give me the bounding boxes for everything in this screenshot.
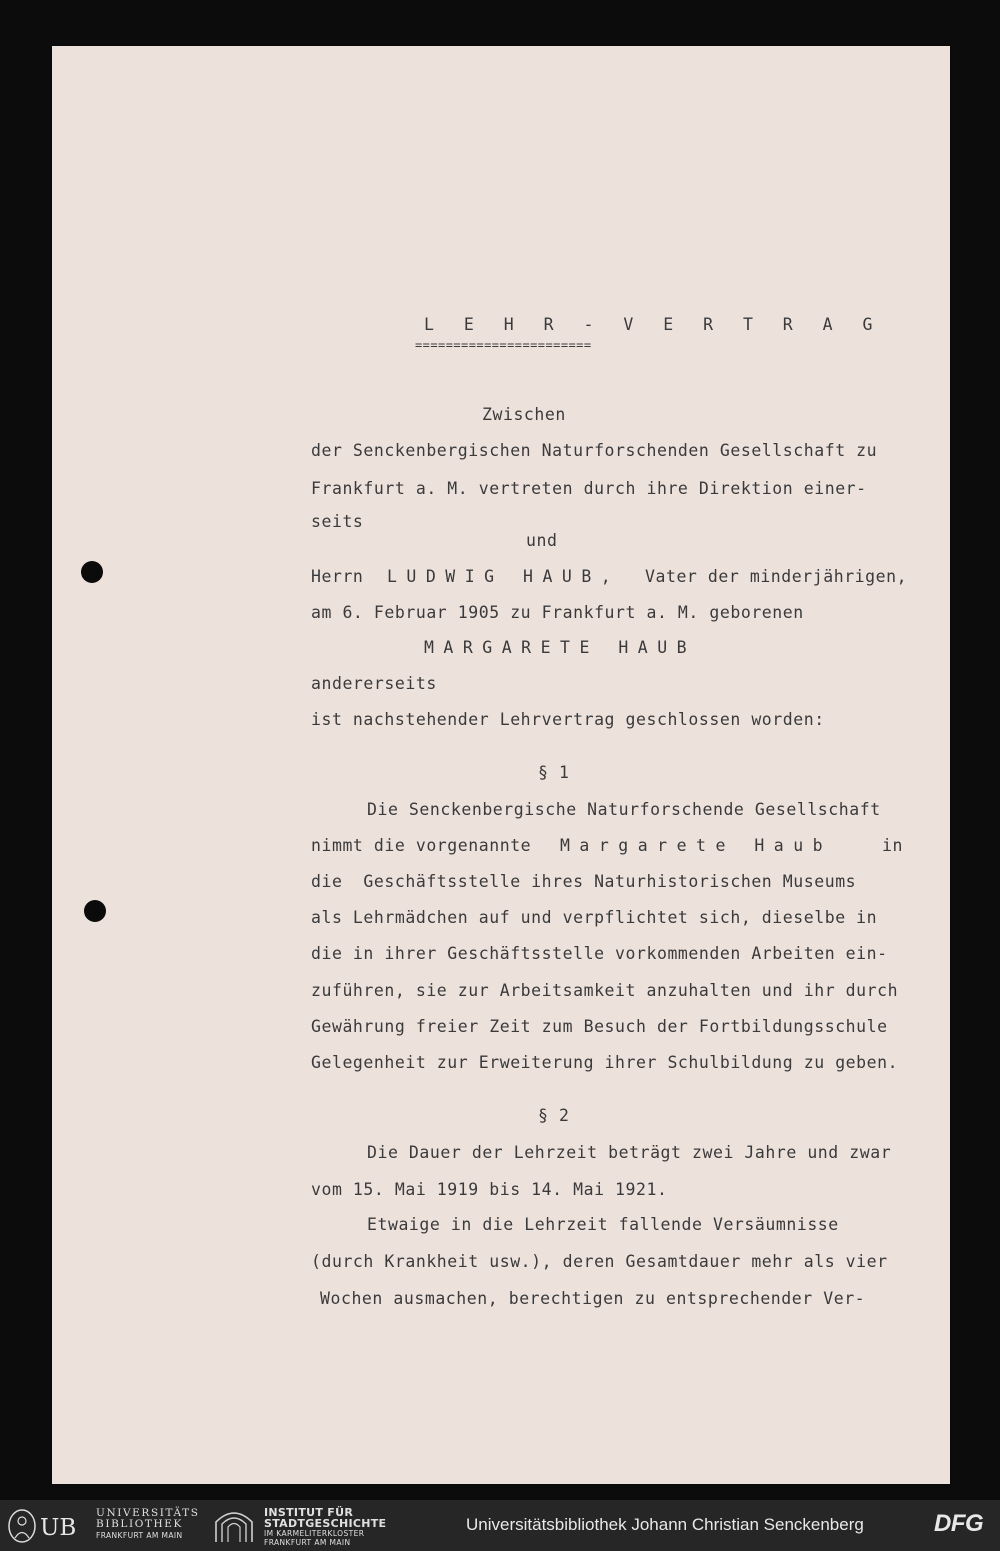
- ub-wordmark: [96, 1508, 200, 1541]
- section1-line7: Gewährung freier Zeit zum Besuch der Fortbildungsschule: [311, 1017, 888, 1036]
- section2-line5: Wochen ausmachen, berechtigen zu entsprechender Ver-: [320, 1289, 866, 1308]
- intro-und: und: [526, 531, 558, 550]
- ub-logo-letters: UB: [40, 1515, 77, 1541]
- section1-line2-post: in: [882, 836, 903, 855]
- section2-line2: vom 15. Mai 1919 bis 14. Mai 1921.: [311, 1180, 668, 1199]
- section1-line8: Gelegenheit zur Erweiterung ihrer Schulbildung zu geben.: [311, 1053, 899, 1072]
- dfg-logo-icon: DFG: [934, 1510, 984, 1537]
- isg-line1: INSTITUT FÜR: [264, 1506, 354, 1519]
- section1-heading: § 1: [538, 763, 570, 782]
- intro-party1-line1: der Senckenbergischen Naturforschenden Gesellschaft zu: [311, 441, 878, 460]
- section1-line5: die in ihrer Geschäftsstelle vorkommenden Arbeiten ein-: [311, 944, 888, 963]
- isg-line4: FRANKFURT AM MAIN: [264, 1538, 351, 1547]
- footer-bar: [0, 1500, 1000, 1551]
- intro-andererseits: andererseits: [311, 674, 437, 693]
- section1-line6: zuführen, sie zur Arbeitsamkeit anzuhalten und ihr durch: [311, 981, 899, 1000]
- intro-party2-line2: am 6. Februar 1905 zu Frankfurt a. M. geborenen: [311, 603, 804, 622]
- section1-line2-pre: nimmt die vorgenannte: [311, 836, 532, 855]
- title-underline: =======================: [415, 338, 592, 352]
- section1-line3: die Geschäftsstelle ihres Naturhistorischen Museums: [311, 872, 857, 891]
- intro-herrn: Herrn: [311, 567, 364, 586]
- section1-apprentice-name: Margarete Haub: [560, 836, 833, 855]
- ub-line1: UNIVERSITÄTS: [96, 1507, 200, 1519]
- punch-hole-bottom: [84, 900, 106, 922]
- intro-apprentice-name: MARGARETE HAUB: [424, 638, 697, 657]
- section1-line1: Die Senckenbergische Naturforschende Gesellschaft: [367, 800, 881, 819]
- section2-heading: § 2: [538, 1106, 570, 1125]
- intro-closing: ist nachstehender Lehrvertrag geschlossen worden:: [311, 710, 825, 729]
- intro-zwischen: Zwischen: [482, 405, 566, 424]
- ub-line3: FRANKFURT AM MAIN: [96, 1531, 183, 1540]
- section2-line3: Etwaige in die Lehrzeit fallende Versäumnisse: [367, 1215, 839, 1234]
- intro-father-rest: Vater der minderjährigen,: [645, 567, 908, 586]
- ub-line2: BIBLIOTHEK: [96, 1518, 183, 1530]
- intro-party1-line3: seits: [311, 512, 364, 531]
- document-title: L E H R - V E R T R A G: [424, 315, 883, 334]
- section2-line4: (durch Krankheit usw.), deren Gesamtdauer mehr als vier: [311, 1252, 888, 1271]
- isg-logo-icon: [212, 1508, 256, 1544]
- isg-line2: STADTGESCHICHTE: [264, 1517, 387, 1530]
- punch-hole-top: [81, 561, 103, 583]
- section1-line4: als Lehrmädchen auf und verpflichtet sich, dieselbe in: [311, 908, 878, 927]
- isg-line3: IM KARMELITERKLOSTER: [264, 1529, 365, 1538]
- intro-party1-line2: Frankfurt a. M. vertreten durch ihre Direktion einer-: [311, 479, 867, 498]
- library-name: Universitätsbibliothek Johann Christian Senckenberg: [466, 1515, 864, 1534]
- intro-father-name: LUDWIG HAUB,: [387, 567, 621, 586]
- ub-logo-icon: [6, 1508, 94, 1544]
- isg-wordmark: [264, 1507, 386, 1547]
- section2-line1: Die Dauer der Lehrzeit beträgt zwei Jahre und zwar: [367, 1143, 892, 1162]
